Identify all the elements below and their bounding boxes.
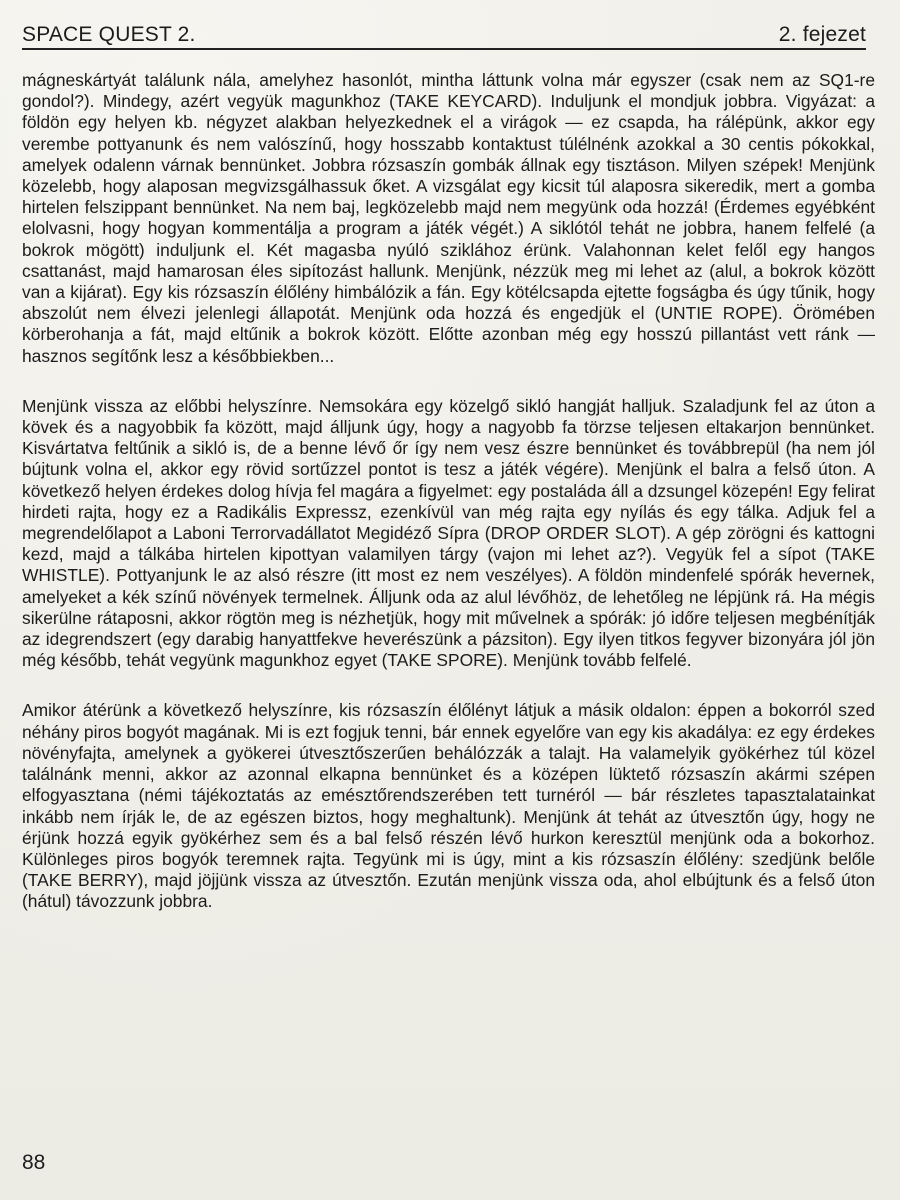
paragraph-3: Amikor átérünk a következő helyszínre, kis rózsaszín élőlényt látjuk a másik oldalon: éppen a bokorról szed néhány piros bogyót magának. Mi is ezt fogjuk tenni, bár ennek egyelőre van egy kis akadálya: ez egy érdekes növényfajta, amelynek a gyökerei útvesztőszerűen behálózzák a talajt. Ha valamelyik gyökérhez túl közel találnánk menni, akkor az azonnal elkapna bennünket és a középen lüktető rózsaszín akármi szépen elfogyasztana (némi tájékoztatás az emésztőrendszerében tett turnéról — bár részletes tapasztalatainkat inkább nem írják le, de az egészen biztos, hogy meghaltunk). Menjünk át tehát az útvesztőn úgy, hogy ne érjünk hozzá egyik gyökérhez sem és a bal felső részén lévő hurkon keresztül menjünk oda a bokorhoz. Különleges piros bogyók teremnek rajta. Tegyünk mi is úgy, mint a kis rózsaszín élőlény: szedjünk belőle (TAKE BERRY), majd jöjjünk vissza az útvesztőn. Ezután menjünk vissza oda, ahol elbújtunk és a felső úton (hátul) távozzunk jobbra.: [22, 700, 875, 912]
running-header: [22, 18, 866, 50]
chapter-label: 2. fejezet: [778, 23, 866, 46]
paragraph-1: mágneskártyát találunk nála, amelyhez hasonlót, mintha láttunk volna már egyszer (csak nem az SQ1-re gondol?). Mindegy, azért vegyük magunkhoz (TAKE KEYCARD). Induljunk el mondjuk jobbra. Vigyázat: a földön egy helyen kb. négyzet alakban helyezkednek el a virágok — ez csapda, ha rálépünk, akkor egy verembe pottyanunk és nem valószínű, hogy hosszabb kontaktust túlélnénk azokkal a 30 centis pókokkal, amelyek odalenn várnak bennünket. Jobbra rózsaszín gombák állnak egy tisztáson. Milyen szépek! Menjünk közelebb, hogy alaposan megvizsgálhassuk őket. A vizsgálat egy kicsit túl alaposra sikeredik, mert a gomba hirtelen felszippant bennünket. Na nem baj, legközelebb majd nem megyünk oda hozzá! (Érdemes egyébként elolvasni, hogy hogyan kommentálja a program a játék végét.) A siklótól tehát ne jobbra, hanem felfelé (a bokrok mögött) induljunk el. Két magasba nyúló sziklához érünk. Valahonnan kelet felől egy hangos csattanást, majd hamarosan éles sipítozást hallunk. Menjünk, nézzük meg mi lehet az (alul, a bokrok között van a kijárat). Egy kis rózsaszín élőlény himbálózik a fán. Egy kötélcsapda ejtette fogságba és úgy tűnik, hogy abszolút nem élvezi jelenlegi állapotát. Menjünk oda hozzá és engedjük el (UNTIE ROPE). Örömében körberohanja a fát, majd eltűnik a bokrok között. Előtte azonban még egy hosszú pillantást vett ránk — hasznos segítőnk lesz a későbbiekben...: [22, 70, 875, 366]
body-text: [22, 70, 875, 913]
book-title: SPACE QUEST 2.: [22, 23, 196, 46]
paragraph-2: Menjünk vissza az előbbi helyszínre. Nemsokára egy közelgő sikló hangját halljuk. Szaladjunk fel az úton a kövek és a nagyobbik fa között, majd álljunk úgy, hogy a nagyobb fa törzse teljesen eltakarjon bennünket. Kisvártatva feltűnik a sikló is, de a benne lévő őr így nem vesz észre bennünket és továbbrepül (ha nem jól bújtunk volna el, akkor egy rövid sortűzzel pontot is tesz a játék végére). Menjünk el balra a felső úton. A következő helyen érdekes dolog hívja fel magára a figyelmet: egy postaláda áll a dzsungel közepén! Egy felirat hirdeti rajta, hogy ez a Radikális Expressz, ezenkívül van még rajta egy nyílás és egy tálka. Adjuk fel a megrendelőlapot a Laboni Terrorvadállatot Megidéző Sípra (DROP ORDER SLOT). A gép zörögni és kattogni kezd, majd a tálkába hirtelen kipottyan valamilyen tárgy (vajon mi lehet az?). Vegyük fel a sípot (TAKE WHISTLE). Pottyanjunk le az alsó részre (itt most ez nem veszélyes). A földön mindenfelé spórák hevernek, amelyeket a kék színű növények termelnek. Álljunk oda az alul lévőhöz, de lehetőleg ne lépjünk rá. Ha mégis sikerülne rátaposni, akkor rögtön meg is nézhetjük, hogy mit művelnek a spórák: jó időre teljesen megbénítják az idegrendszert (egy darabig hanyattfekve heverészünk a pázsiton). Egy ilyen titkos fegyver bizonyára jól jön még később, tehát vegyünk magunkhoz egyet (TAKE SPORE). Menjünk tovább felfelé.: [22, 395, 875, 671]
page-number: 88: [22, 1151, 46, 1174]
